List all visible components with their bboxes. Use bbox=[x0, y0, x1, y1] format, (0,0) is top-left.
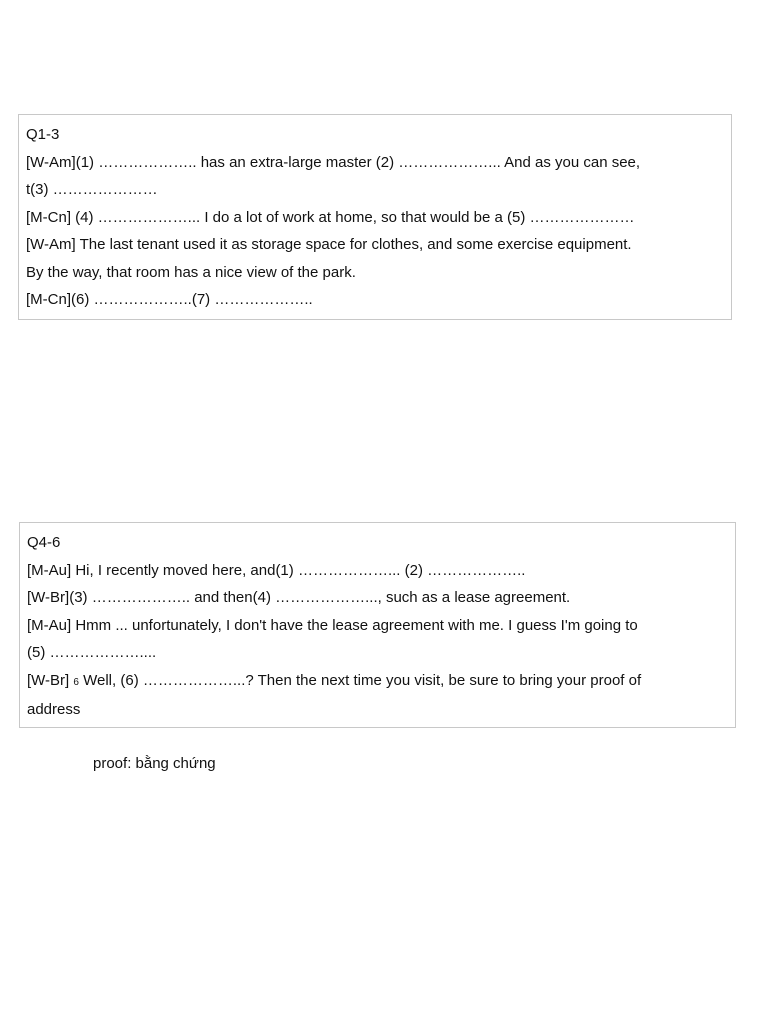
section-title: Q4-6 bbox=[27, 534, 61, 551]
transcript-line: (5) ……………….... bbox=[27, 644, 157, 661]
transcript-line: [W-Br](3) ……………….. and then(4) ………………..., such as a lease agreement. bbox=[27, 589, 571, 606]
transcript-line: By the way, that room has a nice view of the park. bbox=[26, 263, 356, 281]
question-number-marker: 6 bbox=[73, 676, 79, 688]
transcript-line: [W-Am](1) ……………….. has an extra-large master (2) ………………... And as you can see, bbox=[26, 153, 641, 171]
transcript-line: [M-Cn](6) ………………..(7) ……………….. bbox=[26, 291, 313, 308]
transcript-line: [M-Au] Hmm ... unfortunately, I don't have the lease agreement with me. I guess I'm going to bbox=[27, 616, 638, 634]
question-box-q1-3 bbox=[18, 114, 732, 320]
transcript-line-speaker-w-br bbox=[27, 667, 728, 697]
section-title: Q1-3 bbox=[26, 126, 60, 143]
transcript-line: [W-Am] The last tenant used it as storage space for clothes, and some exercise equipment. bbox=[26, 236, 632, 253]
speaker-label: [W-Br] bbox=[27, 671, 70, 689]
transcript-line: [M-Cn] (4) ………………... I do a lot of work at home, so that would be a (5) ………………… bbox=[26, 208, 635, 226]
transcript-text: Well, (6) ………………...? Then the next time you visit, be sure to bring your proof of bbox=[83, 671, 642, 689]
transcript-line: t(3) ………………… bbox=[26, 181, 158, 198]
transcript-line: [M-Au] Hi, I recently moved here, and(1) ………………... (2) ……………….. bbox=[27, 561, 526, 579]
vocabulary-note: proof: bằng chứng bbox=[93, 755, 216, 772]
transcript-line: address bbox=[27, 701, 81, 718]
question-box-q4-6 bbox=[19, 522, 736, 728]
